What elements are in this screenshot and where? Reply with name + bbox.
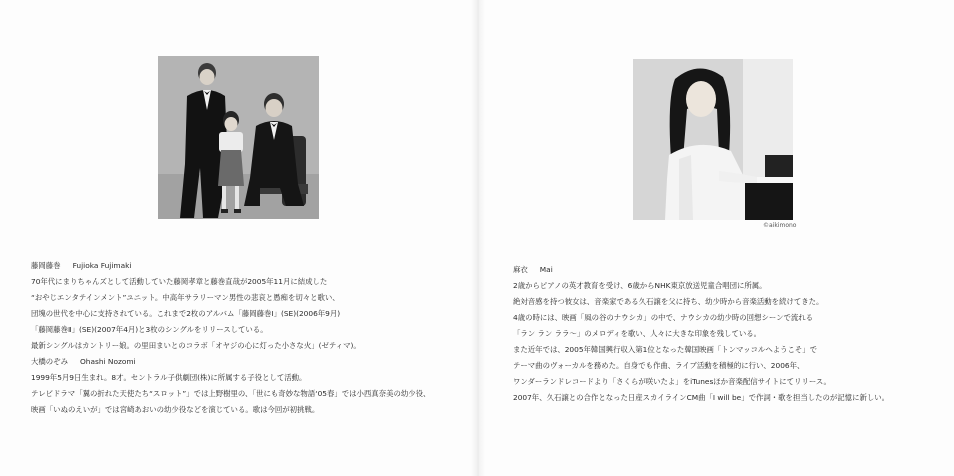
mai-piano-photo	[633, 59, 793, 220]
mai-bio-line: 2歳からピアノの英才教育を受け、6歳からNHK東京放送児童合唱団に所属。	[513, 281, 767, 290]
mai-bio-line: 「ラン ラン ララ～」のメロディを歌い、人々に大きな印象を残している。	[513, 329, 762, 338]
mai-bio-line: 2007年、久石譲との合作となった日産スカイラインCM曲「I will be」で作詞・歌を担当したのが記憶に新しい。	[513, 393, 890, 402]
ohashi-nozomi-name-jp: 大橋のぞみ	[31, 357, 68, 366]
mai-bio-line: また近年では、2005年韓国興行収入第1位となった韓国映画「トンマッコルへようこそ」で	[513, 345, 818, 354]
fujioka-bio-line: 団塊の世代を中心に支持されている。これまで2枚のアルバム「藤岡藤巻Ⅰ」(SE)(2006年9月)	[31, 309, 341, 318]
ohashi-nozomi-heading	[31, 354, 430, 370]
mai-heading	[513, 262, 889, 278]
mai-bio-line: テーマ曲のヴォーカルを務めた。自身でも作曲、ライブ活動を積極的に行い、2006年、	[513, 361, 805, 370]
fujioka-fujimaki-family-photo	[158, 56, 319, 219]
fujioka-bio-line: “おやじエンタテインメント”ユニット。中高年サラリーマン男性の悲哀と愚痴を切々と歌い、	[31, 293, 340, 302]
mai-bio-line: ワンダーランドレコードより「さくらが咲いたよ」をiTunesほか音楽配信サイトにてリリース。	[513, 377, 831, 386]
fujioka-bio-line: 70年代にまりちゃんズとして活動していた藤岡孝章と藤巻直哉が2005年11月に結成した	[31, 277, 328, 286]
left-bio-text	[31, 258, 430, 418]
mai-name-romaji: Mai	[539, 265, 553, 274]
family-photo-illustration	[158, 56, 319, 219]
right-page	[477, 0, 954, 476]
mai-photo-illustration	[633, 59, 793, 220]
mai-bio-line: 絶対音感を持つ彼女は、音楽家である久石譲を父に持ち、幼少時から音楽活動を続けてきた。	[513, 297, 824, 306]
photo-credit: ©aikimono	[763, 222, 797, 229]
right-bio-text	[513, 262, 889, 406]
mai-name-jp: 麻衣	[513, 265, 528, 274]
ohashi-bio-line: テレビドラマ「翼の折れた天使たち“スロット”」では上野樹里の、「世にも奇妙な物語‘05春」では小西真奈美の幼少役、	[31, 389, 431, 398]
fujioka-bio-line: 最新シングルはカントリー娘。の里田まいとのコラボ「オヤジの心に灯った小さな火」(ゼティマ)。	[31, 341, 361, 350]
fujioka-fujimaki-name-jp: 藤岡藤巻	[31, 261, 61, 270]
ohashi-bio-line: 1999年5月9日生まれ。8才。セントラル子供劇団(株)に所属する子役として活動。	[31, 373, 307, 382]
fujioka-bio-line: 「藤岡藤巻Ⅱ」(SE)(2007年4月)と3枚のシングルをリリースしている。	[31, 325, 268, 334]
ohashi-nozomi-name-romaji: Ohashi Nozomi	[79, 357, 136, 366]
fujioka-fujimaki-name-romaji: Fujioka Fujimaki	[72, 261, 132, 270]
ohashi-bio-line: 映画「いぬのえいが」では宮崎あおいの幼少役などを演じている。歌は今回が初挑戦。	[31, 405, 320, 414]
mai-bio-line: 4歳の時には、映画「風の谷のナウシカ」の中で、ナウシカの幼少時の回想シーンで流れる	[513, 313, 814, 322]
fujioka-fujimaki-heading	[31, 258, 430, 274]
